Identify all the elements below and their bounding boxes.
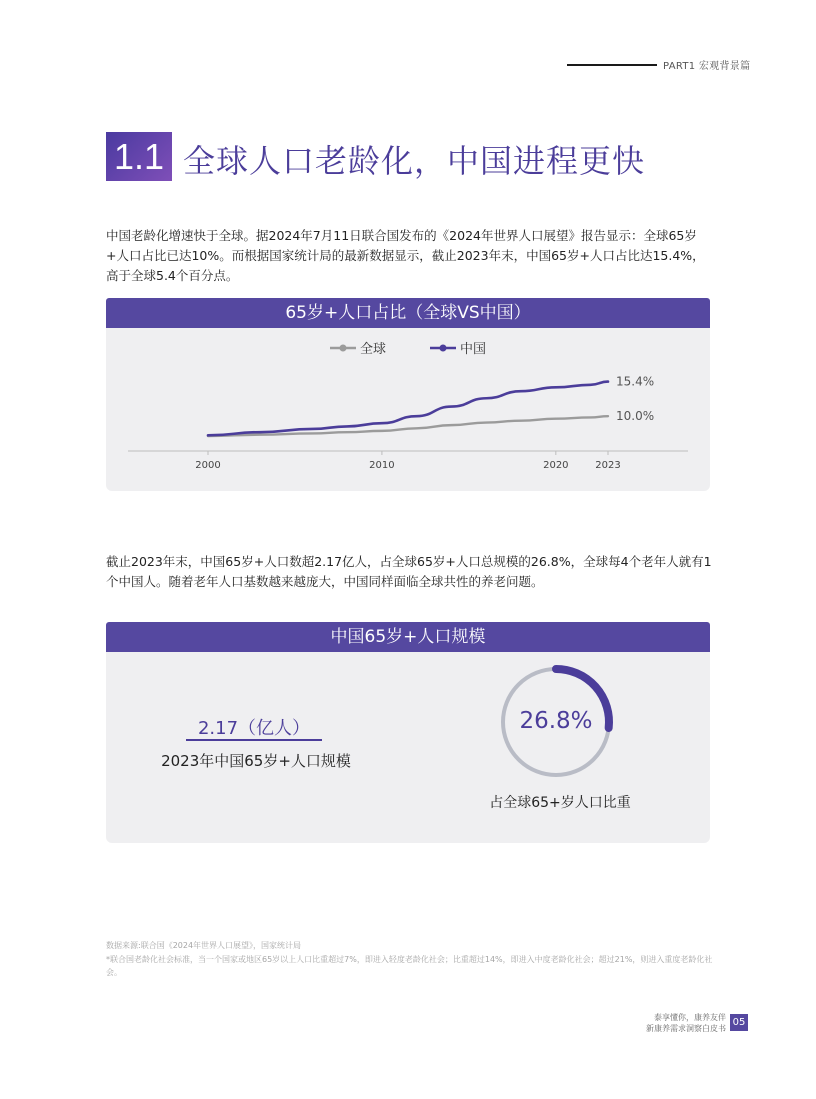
chart1-title: 65岁+人口占比（全球VS中国） — [106, 298, 710, 328]
x-tick-label: 2000 — [195, 460, 221, 471]
footer-line1: 泰享懂你，康养友伴 — [654, 1013, 726, 1022]
chart1-panel — [106, 328, 710, 491]
standard-footnote: *联合国老龄化社会标准，当一个国家或地区65岁以上人口比重超过7%，即进入轻度老龄化社会；比重超过14%，即进入中度老龄化社会；超过21%，则进入重度老龄化社会。 — [106, 955, 713, 977]
population-value: 2.17（亿人） — [197, 718, 311, 739]
x-tick-label: 2010 — [369, 460, 395, 471]
global-end-label: 10.0% — [616, 409, 655, 424]
china-end-label: 15.4% — [616, 374, 655, 389]
source-note: 数据来源:联合国《2024年世界人口展望》，国家统计局 — [106, 941, 302, 950]
legend-label: 全球 — [360, 342, 387, 357]
header-rule — [567, 64, 657, 66]
legend-label: 中国 — [460, 342, 487, 357]
chart2-title: 中国65岁+人口规模 — [106, 622, 710, 652]
chart2-panel — [106, 652, 710, 843]
legend-swatch-dot — [340, 345, 347, 352]
header-part-label: PART1 宏观背景篇 — [663, 61, 751, 72]
footer-slogan — [646, 1012, 726, 1034]
page-number: 05 — [730, 1014, 748, 1031]
footer-line2: 新康养需求洞察白皮书 — [646, 1024, 726, 1033]
share-value: 26.8% — [519, 708, 593, 734]
section-title: 全球人口老龄化，中国进程更快 — [183, 142, 646, 180]
share-label: 占全球65+岁人口比重 — [489, 795, 631, 811]
x-tick-label: 2023 — [595, 460, 621, 471]
population-underline — [186, 739, 322, 741]
section-number-badge: 1.1 — [106, 132, 172, 181]
x-tick-label: 2020 — [543, 460, 569, 471]
intro-paragraph: 中国老龄化增速快于全球。据2024年7月11日联合国发布的《2024年世界人口展望》报告显示：全球65岁+人口占比已达10%。而根据国家统计局的最新数据显示，截止2023年末，中国65岁+人口占比达15.4%，高于全球5.4个百分点。 — [106, 228, 705, 283]
line-chart — [106, 328, 710, 491]
china-series-line — [208, 382, 608, 436]
legend-swatch-dot — [440, 345, 447, 352]
population-label: 2023年中国65岁+人口规模 — [161, 752, 351, 770]
population-paragraph: 截止2023年末，中国65岁+人口数超2.17亿人，占全球65岁+人口总规模的26.8%，全球每4个老年人就有1个中国人。随着老年人口基数越来越庞大，中国同样面临全球共性的养老问题。 — [106, 554, 712, 589]
